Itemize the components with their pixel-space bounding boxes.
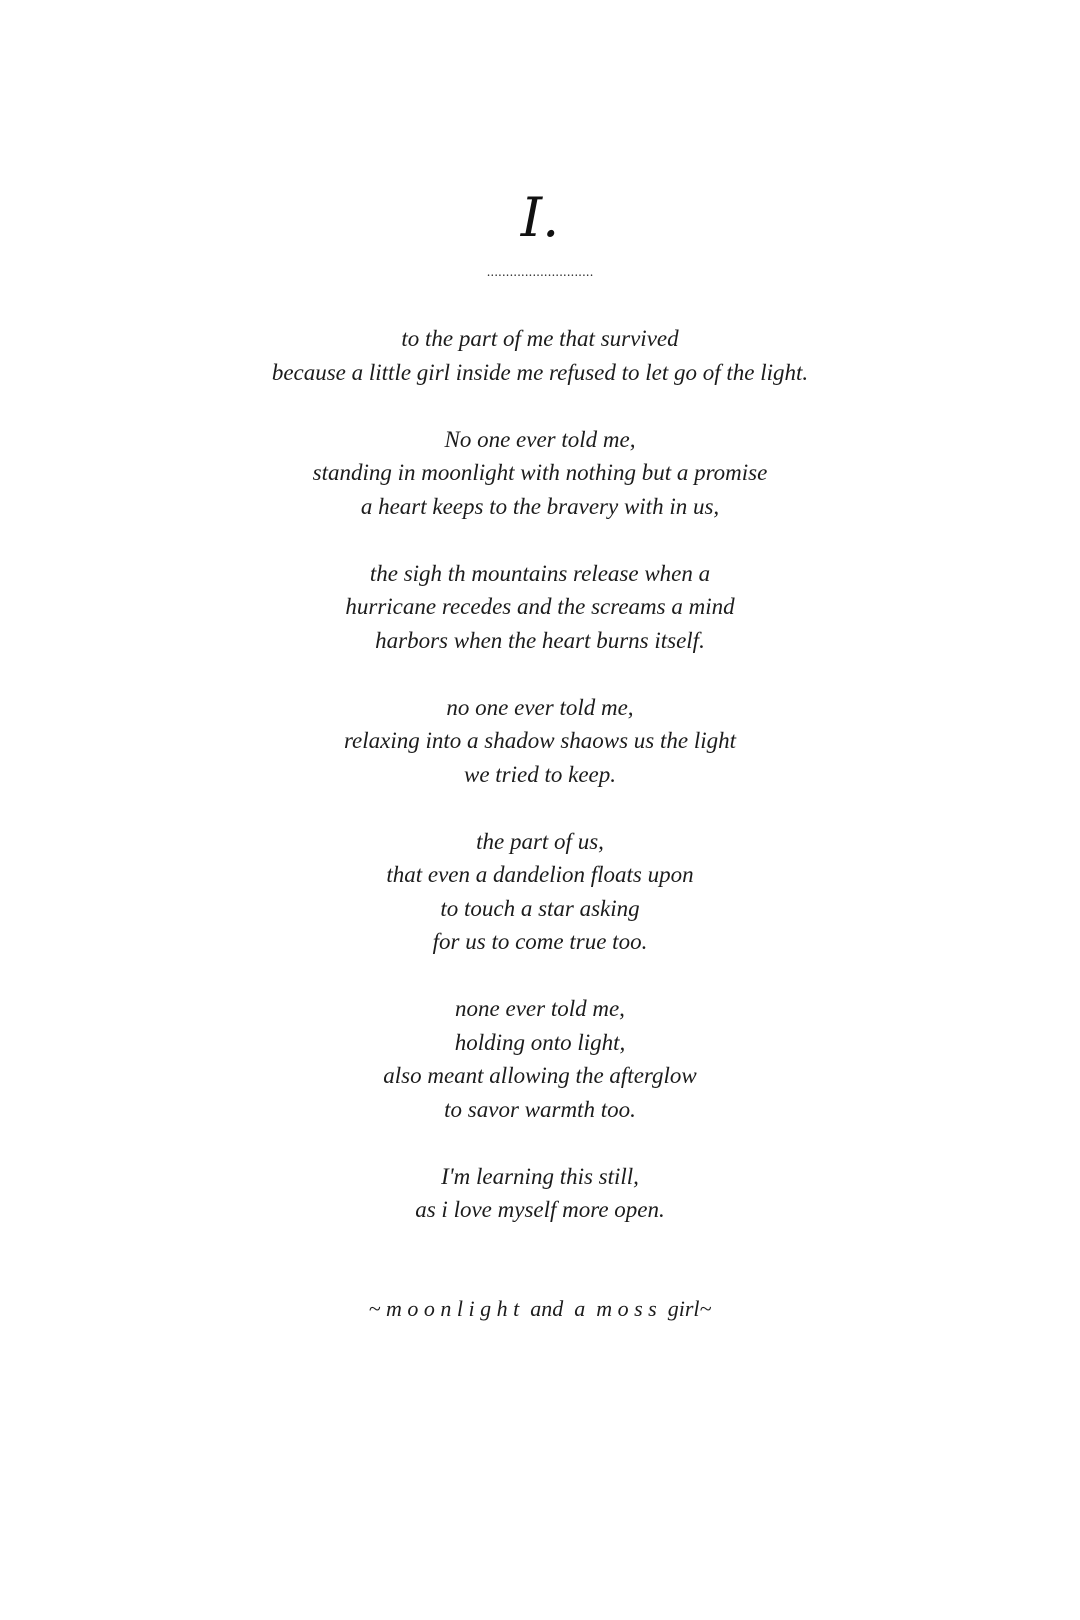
poem-line: to the part of me that survived — [401, 326, 679, 351]
poem-line: to savor warmth too. — [444, 1096, 636, 1122]
poem-line: none ever told me, — [455, 996, 625, 1021]
poem-line: for us to come true too. — [432, 929, 648, 954]
poem-line: relaxing into a shadow shaows us the light — [343, 728, 737, 753]
poem-line: because a little girl inside me refused to let go of the light. — [271, 359, 809, 385]
poem-body — [0, 322, 1080, 1260]
poem-line: also meant allowing the afterglow — [383, 1063, 697, 1088]
stanza-5 — [0, 825, 1080, 959]
poem-line: standing in moonlight with nothing but a promise — [312, 460, 768, 485]
stanza-4 — [0, 691, 1080, 792]
poem-line: the part of us, — [476, 828, 604, 854]
poem-line: hurricane recedes and the screams a mind — [345, 594, 735, 619]
poem-line: as i love myself more open. — [415, 1197, 665, 1222]
poem-line: holding onto light, — [454, 1029, 626, 1055]
signature: ~ m o o n l i g h t and a m o s s girl~ — [368, 1296, 712, 1321]
poem-line: No one ever told me, — [444, 426, 636, 452]
poem-line: I'm learning this still, — [441, 1163, 639, 1189]
poem-line: the sigh th mountains release when a — [369, 560, 711, 586]
poem-line: to touch a star asking — [440, 895, 640, 921]
poem-line: we tried to keep. — [463, 761, 616, 787]
page-title: I. — [520, 186, 560, 249]
poem-line: no one ever told me, — [446, 694, 634, 720]
title-divider: ............................ — [486, 265, 594, 279]
poem-line: that even a dandelion floats upon — [386, 862, 694, 887]
stanza-7 — [0, 1160, 1080, 1227]
poem-line: a heart keeps to the bravery with in us, — [360, 493, 720, 519]
stanza-2 — [0, 423, 1080, 524]
stanza-3 — [0, 557, 1080, 658]
stanza-1 — [0, 322, 1080, 389]
stanza-6 — [0, 992, 1080, 1126]
poem-line: harbors when the heart burns itself. — [375, 627, 705, 653]
